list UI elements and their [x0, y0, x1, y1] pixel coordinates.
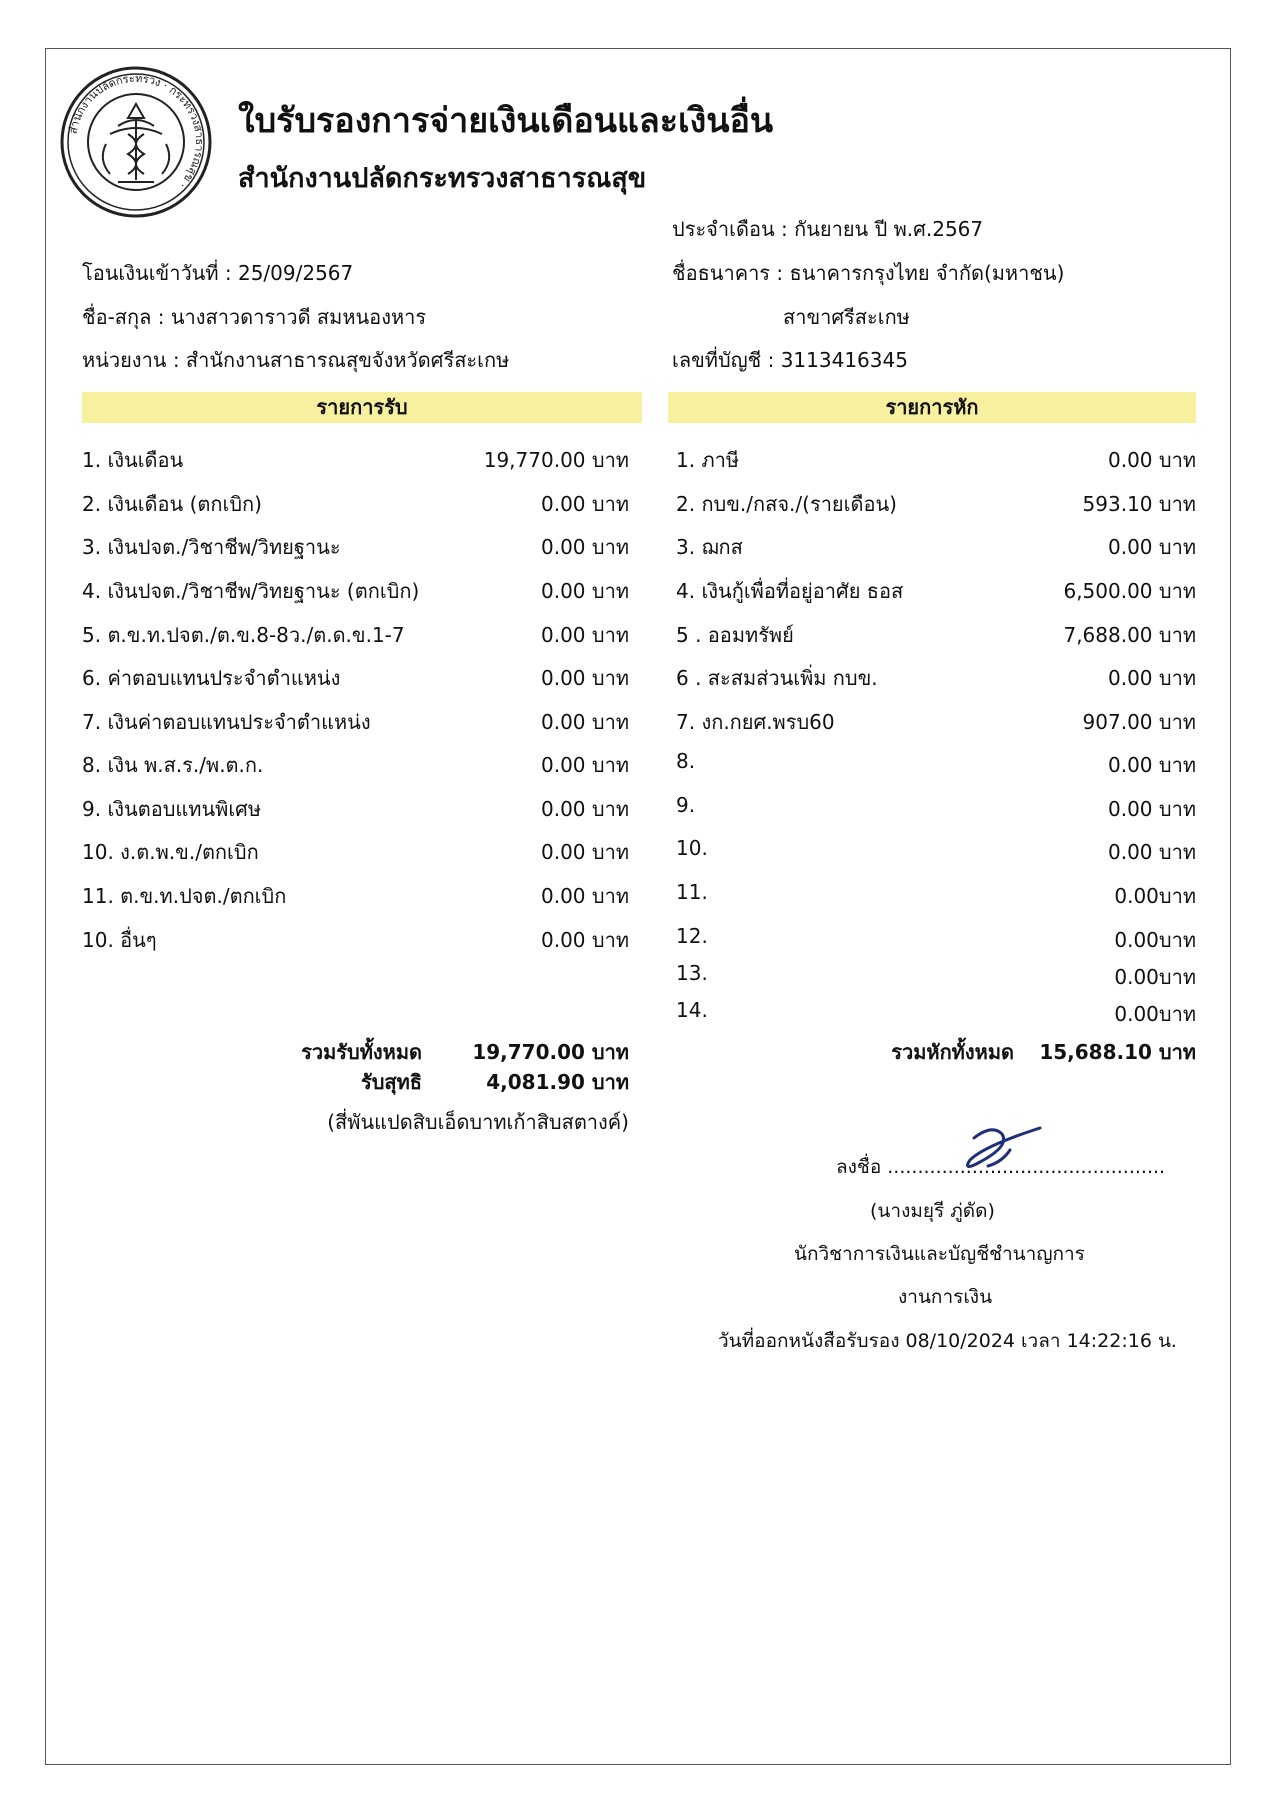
net-pay-label: รับสุทธิ: [360, 1070, 422, 1094]
deduction-row-label: 12.: [676, 924, 708, 948]
deduction-row-label: 8.: [676, 749, 696, 773]
issue-datetime: วันที่ออกหนังสือรับรอง 08/10/2024 เวลา 14:22:16 น.: [718, 1330, 1177, 1352]
net-pay-in-words: (สี่พันแปดสิบเอ็ดบาทเก้าสิบสตางค์): [327, 1110, 629, 1134]
deduction-row-label: 6 . สะสมส่วนเพิ่ม กบข.: [676, 666, 878, 690]
income-row-amount: 0.00 บาท: [541, 753, 629, 777]
signature-line: ลงชื่อ ..............................................: [836, 1156, 1166, 1178]
signer-name: (นางมยุรี ภู่ดัด): [870, 1200, 995, 1222]
deduction-row-label: 1. ภาษี: [676, 448, 740, 472]
deduction-row-label: 2. กบข./กสจ./(รายเดือน): [676, 492, 897, 516]
income-row-amount: 19,770.00 บาท: [483, 448, 629, 472]
deduction-row-label: 4. เงินกู้เพื่อที่อยู่อาศัย ธอส: [676, 579, 904, 603]
income-row-amount: 0.00 บาท: [541, 928, 629, 952]
income-total-amount: 19,770.00 บาท: [472, 1040, 629, 1064]
income-row-label: 4. เงินปจต./วิชาชีพ/วิทยฐานะ (ตกเบิก): [82, 579, 420, 603]
ministry-seal-logo: [58, 64, 214, 220]
deduction-row-amount: 0.00 บาท: [1108, 797, 1196, 821]
deduction-row-label: 3. ฌกส: [676, 535, 743, 559]
income-row-label: 7. เงินค่าตอบแทนประจำตำแหน่ง: [82, 710, 371, 734]
deduction-row-amount: 0.00 บาท: [1108, 448, 1196, 472]
deduction-row-amount: 6,500.00 บาท: [1063, 579, 1196, 603]
income-row-label: 9. เงินตอบแทนพิเศษ: [82, 797, 262, 821]
net-pay-amount: 4,081.90 บาท: [486, 1070, 629, 1094]
transfer-date: โอนเงินเข้าวันที่ : 25/09/2567: [82, 261, 354, 285]
deduction-row-amount: 0.00บาท: [1114, 965, 1196, 989]
deduction-total-amount: 15,688.10 บาท: [1039, 1040, 1196, 1064]
income-row-amount: 0.00 บาท: [541, 666, 629, 690]
deduction-row-amount: 907.00 บาท: [1082, 710, 1196, 734]
deduction-row-label: 5 . ออมทรัพย์: [676, 623, 794, 647]
income-row-label: 1. เงินเดือน: [82, 448, 184, 472]
bank-name: ชื่อธนาคาร : ธนาคารกรุงไทย จำกัด(มหาชน): [672, 261, 1065, 285]
bank-branch: สาขาศรีสะเกษ: [783, 305, 910, 329]
deduction-row-label: 7. งก.กยศ.พรบ60: [676, 710, 835, 734]
signer-position: นักวิชาการเงินและบัญชีชำนาญการ: [794, 1243, 1085, 1265]
income-row-label: 10. อื่นๆ: [82, 928, 157, 952]
income-row-label: 11. ต.ข.ท.ปจต./ตกเบิก: [82, 884, 287, 908]
signer-department: งานการเงิน: [898, 1286, 993, 1308]
income-row-label: 10. ง.ต.พ.ข./ตกเบิก: [82, 840, 259, 864]
pay-month: ประจำเดือน : กันยายน ปี พ.ศ.2567: [672, 217, 984, 241]
deduction-row-label: 10.: [676, 836, 708, 860]
work-unit: หน่วยงาน : สำนักงานสาธารณสุขจังหวัดศรีสะเกษ: [82, 348, 510, 372]
income-row-amount: 0.00 บาท: [541, 579, 629, 603]
document-subtitle: สำนักงานปลัดกระทรวงสาธารณสุข: [238, 163, 647, 194]
income-row-amount: 0.00 บาท: [541, 884, 629, 908]
income-row-label: 5. ต.ข.ท.ปจต./ต.ข.8-8ว./ต.ด.ข.1-7: [82, 623, 405, 647]
deduction-row-amount: 0.00 บาท: [1108, 666, 1196, 690]
income-row-label: 2. เงินเดือน (ตกเบิก): [82, 492, 262, 516]
deduction-row-label: 9.: [676, 793, 696, 817]
income-total-label: รวมรับทั้งหมด: [301, 1040, 422, 1064]
deduction-row-label: 14.: [676, 998, 708, 1022]
employee-name: ชื่อ-สกุล : นางสาวดาราวดี สมหนองหาร: [82, 305, 427, 329]
deduction-total-label: รวมหักทั้งหมด: [891, 1040, 1014, 1064]
deduction-row-amount: 593.10 บาท: [1082, 492, 1196, 516]
income-row-amount: 0.00 บาท: [541, 535, 629, 559]
deductions-header: รายการหัก: [668, 392, 1196, 423]
svg-text:สำนักงานปลัดกระทรวง · กระทรวงส: สำนักงานปลัดกระทรวง · กระทรวงสาธารณสุข ·: [66, 71, 207, 191]
income-row-amount: 0.00 บาท: [541, 710, 629, 734]
income-row-amount: 0.00 บาท: [541, 492, 629, 516]
income-row-amount: 0.00 บาท: [541, 797, 629, 821]
income-header: รายการรับ: [82, 392, 642, 423]
document-title: ใบรับรองการจ่ายเงินเดือนและเงินอื่น: [238, 101, 774, 141]
income-row-label: 6. ค่าตอบแทนประจำตำแหน่ง: [82, 666, 341, 690]
deduction-row-label: 11.: [676, 880, 708, 904]
deduction-row-amount: 7,688.00 บาท: [1063, 623, 1196, 647]
account-number: เลขที่บัญชี : 3113416345: [672, 348, 908, 372]
income-row-amount: 0.00 บาท: [541, 623, 629, 647]
handwritten-signature: [940, 1122, 1050, 1184]
deduction-row-amount: 0.00 บาท: [1108, 535, 1196, 559]
deduction-row-amount: 0.00บาท: [1114, 928, 1196, 952]
income-row-amount: 0.00 บาท: [541, 840, 629, 864]
income-row-label: 3. เงินปจต./วิชาชีพ/วิทยฐานะ: [82, 535, 341, 559]
deduction-row-amount: 0.00 บาท: [1108, 840, 1196, 864]
deduction-row-amount: 0.00บาท: [1114, 1002, 1196, 1026]
deduction-row-amount: 0.00 บาท: [1108, 753, 1196, 777]
income-row-label: 8. เงิน พ.ส.ร./พ.ต.ก.: [82, 753, 264, 777]
deduction-row-amount: 0.00บาท: [1114, 884, 1196, 908]
deduction-row-label: 13.: [676, 961, 708, 985]
